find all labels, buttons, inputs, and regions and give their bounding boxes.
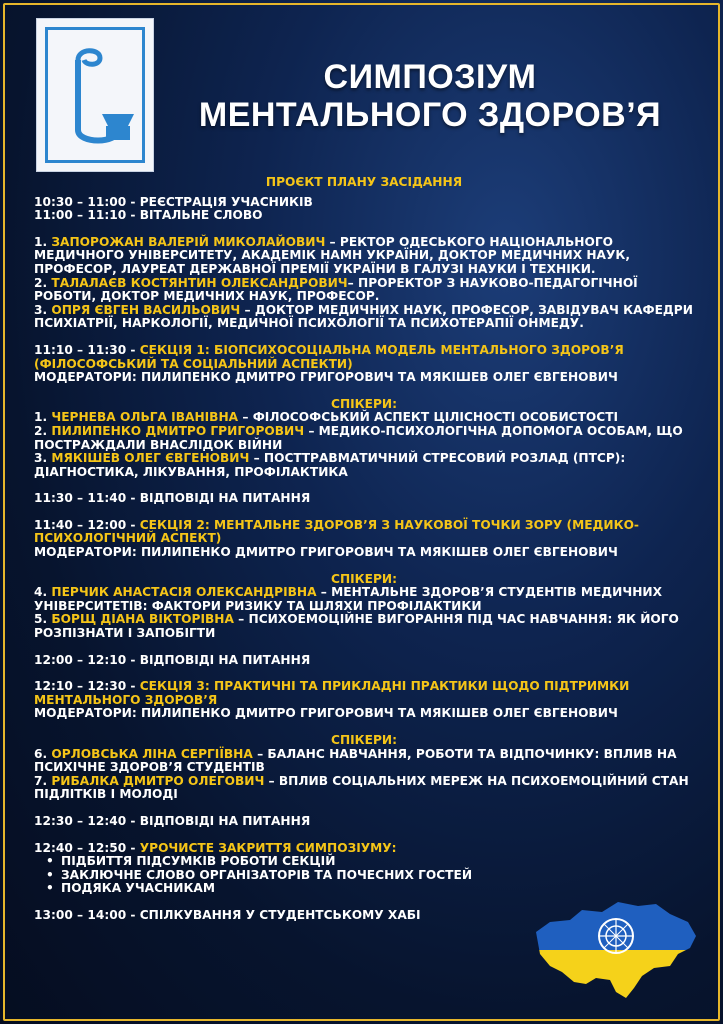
title-line-2: МЕНТАЛЬНОГО ЗДОРОВ’Я	[198, 96, 662, 134]
program-content	[34, 176, 694, 923]
greeter-name: ТАЛАЛАЄВ КОСТЯНТИН ОЛЕКСАНДРОВИЧ	[51, 275, 348, 290]
schedule-time: 11:00 – 11:10	[34, 208, 127, 223]
section-title: СЕКЦІЯ 1: БІОПСИХОСОЦІАЛЬНА МОДЕЛЬ МЕНТАЛЬНОГО ЗДОРОВ’Я (ФІЛОСОФСЬКИЙ ТА СОЦІАЛЬНИЙ АСПЕКТИ)	[34, 342, 624, 371]
greeter-desc: – ДОКТОР МЕДИЧНИХ НАУК, ПРОФЕСОР, ЗАВІДУВАЧ КАФЕДРИ ПСИХІАТРІЇ, НАРКОЛОГІЇ, МЕДИЧНОЇ ПСИХОЛОГІЇ ТА ПСИХОТЕРАПІЇ ОНМЕДУ.	[34, 302, 693, 331]
speaker-topic: – МЕДИКО-ПСИХОЛОГІЧНА ДОПОМОГА ОСОБАМ, ЩО ПОСТРАЖДАЛИ ВНАСЛІДОК ВІЙНИ	[34, 423, 683, 452]
plan-heading: ПРОЄКТ ПЛАНУ ЗАСІДАННЯ	[265, 175, 463, 189]
speaker-item	[34, 452, 694, 479]
university-logo	[36, 18, 154, 172]
item-number: 3.	[34, 451, 48, 466]
section-1-header	[34, 344, 694, 371]
section-3-header	[34, 680, 694, 707]
greeter-item	[34, 304, 694, 331]
item-number: 7.	[34, 773, 48, 788]
section-2-header	[34, 519, 694, 546]
item-number: 2.	[34, 275, 48, 290]
speaker-topic: – ВПЛИВ СОЦІАЛЬНИХ МЕРЕЖ НА ПСИХОЕМОЦІЙНИЙ СТАН ПІДЛІТКІВ І МОЛОДІ	[34, 773, 689, 802]
speaker-topic: – ПСИХОЕМОЦІЙНЕ ВИГОРАННЯ ПІД ЧАС НАВЧАННЯ: ЯК ЙОГО РОЗПІЗНАТИ І ЗАПОБІГТИ	[34, 612, 679, 641]
item-number: 3.	[34, 302, 48, 317]
speaker-topic: – БАЛАНС НАВЧАННЯ, РОБОТИ ТА ВІДПОЧИНКУ: ВПЛИВ НА ПСИХІЧНЕ ЗДОРОВ’Я СТУДЕНТІВ	[34, 746, 677, 775]
speakers-heading: СПІКЕРИ:	[331, 733, 397, 747]
speaker-name: ПЕРЧИК АНАСТАСІЯ ОЛЕКСАНДРІВНА	[51, 585, 317, 600]
schedule-time: 10:30 – 11:00	[34, 194, 127, 209]
speaker-item	[34, 613, 694, 640]
section-title: СЕКЦІЯ 3: ПРАКТИЧНІ ТА ПРИКЛАДНІ ПРАКТИКИ ЩОДО ПІДТРИМКИ МЕНТАЛЬНОГО ЗДОРОВ’Я	[34, 679, 630, 707]
speaker-topic: – ФІЛОСОФСЬКИЙ АСПЕКТ ЦІЛІСНОСТІ ОСОБИСТОСТІ	[242, 410, 619, 425]
qa-session: 12:00 – 12:10 - ВІДПОВІДІ НА ПИТАННЯ	[34, 652, 311, 667]
speakers-heading: СПІКЕРИ:	[331, 571, 397, 586]
section-moderators: МОДЕРАТОРИ: ПИЛИПЕНКО ДМИТРО ГРИГОРОВИЧ ТА МЯКІШЕВ ОЛЕГ ЄВГЕНОВИЧ	[34, 370, 618, 385]
title-line-1: СИМПОЗІУМ	[323, 58, 537, 96]
closing-list	[34, 855, 694, 896]
greeter-desc: – ПРОРЕКТОР З НАУКОВО-ПЕДАГОГІЧНОЇ РОБОТИ, ДОКТОР МЕДИЧНИХ НАУК, ПРОФЕСОР.	[34, 275, 638, 304]
speaker-name: ПИЛИПЕНКО ДМИТРО ГРИГОРОВИЧ	[51, 423, 305, 438]
item-number: 1.	[34, 410, 48, 425]
speaker-name: ЧЕРНЕВА ОЛЬГА ІВАНІВНА	[51, 410, 239, 425]
section-time: 11:40 – 12:00 -	[34, 517, 136, 532]
symposium-title	[170, 58, 690, 134]
greeter-item	[34, 236, 694, 277]
bowl-of-hygieia-icon	[48, 30, 144, 162]
schedule-item: 10:30 – 11:00 - РЕЄСТРАЦІЯ УЧАСНИКІВ	[34, 194, 313, 209]
speaker-item	[34, 586, 694, 613]
schedule-text: ВІТАЛЬНЕ СЛОВО	[139, 208, 263, 223]
speakers-heading: СПІКЕРИ:	[331, 396, 397, 411]
item-number: 2.	[34, 423, 48, 438]
item-number: 6.	[34, 746, 48, 761]
qa-session: 11:30 – 11:40 - ВІДПОВІДІ НА ПИТАННЯ	[34, 491, 311, 506]
schedule-text: РЕЄСТРАЦІЯ УЧАСНИКІВ	[139, 194, 313, 209]
closing-list-item: • ПІДБИТТЯ ПІДСУМКІВ РОБОТИ СЕКЦІЙ	[52, 855, 694, 869]
item-number: 5.	[34, 612, 48, 627]
speaker-item	[34, 411, 694, 425]
closing-title: УРОЧИСТЕ ЗАКРИТТЯ СИМПОЗІУМУ:	[139, 840, 397, 855]
greeter-name: ЗАПОРОЖАН ВАЛЕРІЙ МИКОЛАЙОВИЧ	[51, 234, 326, 249]
speaker-topic: – МЕНТАЛЬНЕ ЗДОРОВ’Я СТУДЕНТІВ МЕДИЧНИХ УНІВЕРСИТЕТІВ: ФАКТОРИ РИЗИКУ ТА ШЛЯХИ ПРОФІЛАКТИКИ	[34, 585, 662, 613]
speaker-name: МЯКІШЕВ ОЛЕГ ЄВГЕНОВИЧ	[51, 451, 250, 466]
final-schedule-item: 13:00 – 14:00 - СПІЛКУВАННЯ У СТУДЕНТСЬКОМУ ХАБІ	[34, 907, 421, 922]
section-moderators: МОДЕРАТОРИ: ПИЛИПЕНКО ДМИТРО ГРИГОРОВИЧ ТА МЯКІШЕВ ОЛЕГ ЄВГЕНОВИЧ	[34, 545, 618, 560]
speaker-name: БОРЩ ДІАНА ВІКТОРІВНА	[51, 612, 234, 627]
section-time: 11:10 – 11:30 -	[34, 342, 136, 357]
closing-list-item: • ЗАКЛЮЧНЕ СЛОВО ОРГАНІЗАТОРІВ ТА ПОЧЕСНИХ ГОСТЕЙ	[52, 869, 694, 883]
greeter-desc: – РЕКТОР ОДЕСЬКОГО НАЦІОНАЛЬНОГО МЕДИЧНОГО УНІВЕРСИТЕТУ, АКАДЕМІК НАМН УКРАЇНИ, ДОКТОР МЕДИЧНИХ НАУК, ПРОФЕСОР, ЛАУРЕАТ ДЕРЖАВНОЇ ПРЕМІЇ УКРАЇНИ В ГАЛУЗІ НАУКИ І ТЕХНІКИ.	[34, 234, 630, 276]
qa-session: 12:30 – 12:40 - ВІДПОВІДІ НА ПИТАННЯ	[34, 813, 311, 828]
item-number: 4.	[34, 585, 48, 600]
section-moderators: МОДЕРАТОРИ: ПИЛИПЕНКО ДМИТРО ГРИГОРОВИЧ ТА МЯКІШЕВ ОЛЕГ ЄВГЕНОВИЧ	[34, 706, 618, 721]
closing-time: 12:40 – 12:50 -	[34, 840, 136, 855]
speaker-item	[34, 425, 694, 452]
greeter-name: ОПРЯ ЄВГЕН ВАСИЛЬОВИЧ	[51, 302, 241, 317]
logo-border	[45, 27, 145, 163]
speaker-item	[34, 748, 694, 775]
schedule-item: 11:00 – 11:10 - ВІТАЛЬНЕ СЛОВО	[34, 208, 263, 223]
item-number: 1.	[34, 234, 48, 249]
greeter-item	[34, 277, 694, 304]
section-title: СЕКЦІЯ 2: МЕНТАЛЬНЕ ЗДОРОВ’Я З НАУКОВОЇ ТОЧКИ ЗОРУ (МЕДИКО-ПСИХОЛОГІЧНИЙ АСПЕКТ)	[34, 517, 639, 546]
speaker-topic: – ПОСТТРАВМАТИЧНИЙ СТРЕСОВИЙ РОЗЛАД (ПТСР): ДІАГНОСТИКА, ЛІКУВАННЯ, ПРОФІЛАКТИКА	[34, 451, 626, 479]
ukraine-map-icon	[530, 892, 700, 1010]
section-time: 12:10 – 12:30 -	[34, 679, 136, 694]
speaker-name: РИБАЛКА ДМИТРО ОЛЕГОВИЧ	[51, 773, 265, 788]
speaker-item	[34, 775, 694, 802]
closing-list-item: • ПОДЯКА УЧАСНИКАМ	[52, 882, 694, 896]
un-emblem-icon	[599, 919, 633, 953]
speaker-name: ОРЛОВСЬКА ЛІНА СЕРГІЇВНА	[51, 746, 253, 761]
